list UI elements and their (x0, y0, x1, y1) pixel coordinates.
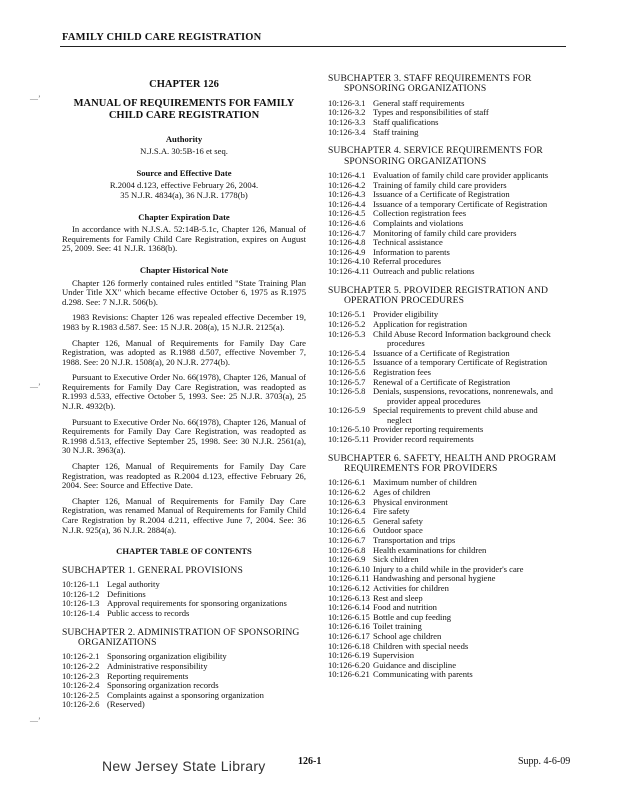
section-number: 10:126-2.4 (62, 680, 100, 691)
section-title-wrap: provider appeal procedures (387, 395, 481, 406)
section-number: 10:126-4.9 (328, 246, 366, 257)
section-number: 10:126-5.7 (328, 376, 366, 387)
chapter-title-line: CHILD CARE REGISTRATION (108, 110, 260, 122)
section-number: 10:126-6.11 (328, 573, 370, 584)
section-title-text: Referral procedures (373, 256, 441, 267)
section-title-text: Issuance of a Certificate of Registration (373, 189, 510, 200)
section-title-text: Provider eligibility (373, 309, 439, 320)
section-title-text: Collection registration fees (373, 208, 467, 219)
toc-entry (328, 330, 566, 349)
toc-entry (62, 700, 306, 710)
section-title-text: General safety (373, 515, 423, 526)
history-paragraph: Chapter 126, Manual of Requirements for Family Day Care Registration, was renamed Manual of Requirements for Family Child Care Registration by R.2004 d.211, effective June 7, 2004. See: 36 N.J.R. 925(a), 36 N.J.R. 2884(a). (62, 495, 306, 535)
section-title-text: Definitions (107, 588, 146, 599)
section-number: 10:126-5.5 (328, 357, 366, 368)
section-number: 10:126-4.3 (328, 189, 366, 200)
subchapter-title (328, 286, 566, 307)
subchapter-3 (328, 74, 566, 137)
section-title-text: Public access to records (107, 607, 190, 618)
section-title-text: Children with special needs (373, 640, 469, 651)
chapter-number: CHAPTER 126 (149, 79, 219, 90)
subchapter-title (328, 74, 566, 95)
section-number: 10:126-6.6 (328, 525, 366, 536)
subchapter-1 (62, 566, 306, 619)
section-number: 10:126-6.15 (328, 611, 370, 622)
section-title (373, 670, 566, 680)
section-number: 10:126-6.20 (328, 659, 370, 670)
section-title-text: Fire safety (373, 506, 410, 517)
section-number: 10:126-1.3 (62, 598, 100, 609)
right-column (328, 74, 566, 689)
chapter-title-line: MANUAL OF REQUIREMENTS FOR FAMILY (73, 97, 295, 109)
section-number: 10:126-6.17 (328, 630, 370, 641)
section-number: 10:126-6.18 (328, 640, 370, 651)
margin-mark: —’ (30, 716, 41, 725)
section-title-text: Toilet training (373, 621, 422, 632)
section-number: 10:126-5.8 (328, 386, 366, 397)
section-number: 10:126-1.2 (62, 588, 100, 599)
section-title (373, 435, 566, 445)
toc-list (328, 310, 566, 444)
subchapter-title-text: SUBCHAPTER 4. SERVICE REQUIREMENTS FOR (328, 145, 543, 157)
section-title-text: Issuance of a temporary Certificate of Registration (373, 198, 548, 209)
subchapter-5 (328, 286, 566, 445)
subchapter-title-cont: SPONSORING ORGANIZATIONS (344, 155, 487, 167)
section-title-text: Training of family child care providers (373, 179, 507, 190)
toc-list (328, 99, 566, 137)
section-number: 10:126-6.7 (328, 535, 366, 546)
section-number: 10:126-6.5 (328, 515, 366, 526)
subchapter-title-cont: SPONSORING ORGANIZATIONS (344, 83, 487, 95)
section-title-text: (Reserved) (107, 699, 145, 710)
section-title-text: Communicating with parents (373, 669, 473, 680)
subchapter-title-text: SUBCHAPTER 2. ADMINISTRATION OF SPONSORING (62, 626, 300, 638)
section-title-text: Transportation and trips (373, 535, 456, 546)
subchapter-title (62, 628, 306, 649)
toc-entry (328, 387, 566, 406)
section-title-text: Information to parents (373, 246, 450, 257)
source-line: R.2004 d.123, effective February 26, 2004. (109, 180, 259, 191)
section-title-text: Complaints and violations (373, 217, 464, 228)
section-number: 10:126-5.10 (328, 424, 370, 435)
subchapter-title-cont: REQUIREMENTS FOR PROVIDERS (344, 463, 498, 475)
section-title-text: Health examinations for children (373, 544, 487, 555)
subchapter-title (328, 146, 566, 167)
running-head: FAMILY CHILD CARE REGISTRATION (62, 32, 262, 43)
subchapter-title-cont: OPERATION PROCEDURES (344, 294, 465, 306)
section-number: 10:126-6.4 (328, 506, 366, 517)
header-rule (60, 46, 566, 47)
section-number: 10:126-6.16 (328, 621, 370, 632)
section-number: 10:126-6.8 (328, 544, 366, 555)
history-paragraph: Chapter 126, Manual of Requirements for Family Day Care Registration, was adopted as R.1988 d.507, effective November 7, 1988. See: 20 N.J.R. 1508(a), 20 N.J.R. 2774(b). (62, 337, 306, 367)
section-number: 10:126-3.2 (328, 107, 366, 118)
section-title-text: Bottle and cup feeding (373, 611, 452, 622)
section-title-text: Staff qualifications (373, 117, 439, 127)
section-title-text: Monitoring of family child care providers (373, 227, 517, 238)
section-title (373, 267, 566, 277)
section-number: 10:126-6.14 (328, 602, 370, 613)
section-title-text: Provider reporting requirements (373, 424, 484, 435)
section-number: 10:126-2.6 (62, 699, 100, 710)
authority-heading: Authority (165, 133, 203, 144)
authority-text: N.J.S.A. 30:5B-16 et seq. (140, 146, 228, 157)
chapter-title (62, 98, 306, 123)
section-title-text: School age children (373, 630, 442, 641)
section-title-text: Legal authority (107, 579, 160, 590)
section-number: 10:126-4.4 (328, 198, 366, 209)
section-number: 10:126-5.2 (328, 318, 366, 329)
section-number: 10:126-4.7 (328, 227, 366, 238)
margin-mark: —’ (30, 94, 41, 103)
toc-list (62, 580, 306, 618)
section-number: 10:126-5.4 (328, 347, 366, 358)
section-number: 10:126-4.6 (328, 217, 366, 228)
margin-mark: —’ (30, 382, 41, 391)
section-number: 10:126-5.1 (328, 309, 366, 320)
subchapter-title-text: SUBCHAPTER 6. SAFETY, HEALTH AND PROGRAM (328, 452, 557, 464)
toc-list (62, 652, 306, 710)
section-number: 10:126-4.11 (328, 265, 370, 276)
toc-entry (328, 406, 566, 425)
section-title (373, 330, 566, 349)
subchapter-title-text: SUBCHAPTER 3. STAFF REQUIREMENTS FOR (328, 73, 532, 84)
section-title-text: Guidance and discipline (373, 659, 457, 670)
history-paragraph: Chapter 126 formerly contained rules entitled "State Training Plan Under Title XX" which became effective October 6, 1975 as R.1975 d.298. See: 7 N.J.R. 506(b). (62, 277, 306, 307)
section-title-text: Staff training (373, 126, 419, 137)
section-number: 10:126-5.9 (328, 405, 366, 416)
section-number: 10:126-4.2 (328, 179, 366, 190)
section-number: 10:126-5.3 (328, 328, 366, 339)
section-number: 10:126-6.3 (328, 496, 366, 507)
section-title-text: Rest and sleep (373, 592, 423, 603)
section-title (373, 128, 566, 138)
toc-list (328, 171, 566, 277)
section-title-text: Child Abuse Record Information background check (373, 328, 551, 339)
history-paragraph: Chapter 126, Manual of Requirements for Family Day Care Registration, was readopted as R.2004 d.123, effective February 26, 2004. See: Source and Effective Date. (62, 461, 306, 491)
section-number: 10:126-3.4 (328, 126, 366, 137)
section-title-text: Application for registration (373, 318, 468, 329)
history-heading: Chapter Historical Note (139, 264, 229, 275)
history-paragraph: Pursuant to Executive Order No. 66(1978), Chapter 126, Manual of Requirements for Family Day Care Registration, was readopted as R.1998 d.513, effective September 25, 1998. See: 30 N.J.R. 2561(a), 30 N.J.R. 3963(a). (62, 416, 306, 456)
section-number: 10:126-6.9 (328, 554, 366, 565)
section-title-text: Issuance of a Certificate of Registration (373, 347, 510, 358)
section-title-text: Ages of children (373, 487, 431, 498)
section-title-text: Complaints against a sponsoring organization (107, 689, 264, 700)
section-number: 10:126-6.12 (328, 583, 370, 593)
section-title-text: Types and responsibilities of staff (373, 107, 489, 118)
section-title-text: Supervision (373, 650, 415, 661)
section-title-text: Maximum number of children (373, 477, 477, 488)
library-stamp: New Jersey State Library (102, 758, 266, 774)
section-title-text: Approval requirements for sponsoring organizations (107, 598, 287, 609)
section-title-text: Denials, suspensions, revocations, nonrenewals, and (373, 386, 553, 397)
section-title (107, 700, 306, 710)
toc-entry (328, 670, 566, 680)
section-number: 10:126-1.4 (62, 607, 100, 618)
section-number: 10:126-3.1 (328, 97, 366, 108)
section-number: 10:126-6.13 (328, 592, 370, 603)
toc-entry (328, 128, 566, 138)
section-number: 10:126-4.1 (328, 170, 366, 180)
supplement-date: Supp. 4-6-09 (518, 756, 571, 767)
section-title-text: Food and nutrition (373, 602, 437, 613)
section-title-text: Administrative responsibility (107, 660, 208, 671)
section-number: 10:126-2.3 (62, 670, 100, 681)
section-title-text: Technical assistance (373, 237, 443, 248)
section-title-text: Sponsoring organization eligibility (107, 651, 227, 662)
history-paragraph: 1983 Revisions: Chapter 126 was repealed effective December 19, 1983 by R.1983 d.587. See: 15 N.J.R. 208(a), 15 N.J.R. 2125(a). (62, 312, 306, 332)
history-paragraph: Pursuant to Executive Order No. 66(1978), Chapter 126, Manual of Requirements for Family Day Care Registration, was readopted as R.1993 d.533, effective October 5, 1993. See: 25 N.J.R. 3703(a), 25 N.J.R. 4932(b). (62, 372, 306, 412)
section-title-text: Sick children (373, 554, 419, 565)
section-title-text: Renewal of a Certificate of Registration (373, 376, 511, 387)
source-heading: Source and Effective Date (136, 167, 232, 178)
section-title-text: Outreach and public relations (373, 265, 475, 276)
source-line: 35 N.J.R. 4834(a), 36 N.J.R. 1778(b) (120, 189, 248, 200)
section-number: 10:126-6.1 (328, 477, 366, 488)
subchapter-title-cont: ORGANIZATIONS (78, 636, 157, 648)
section-title-text: Issuance of a temporary Certificate of Registration (373, 357, 548, 368)
section-number: 10:126-4.8 (328, 237, 366, 248)
subchapter-title (328, 454, 566, 475)
section-title (107, 609, 306, 619)
section-title-text: Provider record requirements (373, 434, 474, 445)
subchapter-4 (328, 146, 566, 276)
section-title-text: Registration fees (373, 366, 431, 377)
section-title-wrap: neglect (387, 414, 412, 425)
section-title-text: General staff requirements (373, 97, 465, 108)
toc-entry (328, 267, 566, 277)
section-number: 10:126-2.2 (62, 660, 100, 671)
section-number: 10:126-6.2 (328, 487, 366, 498)
section-title-text: Outdoor space (373, 525, 423, 536)
section-number: 10:126-3.3 (328, 117, 366, 127)
section-number: 10:126-6.10 (328, 563, 370, 574)
subchapter-2 (62, 628, 306, 710)
section-title (373, 406, 566, 425)
toc-entry (328, 435, 566, 445)
subchapter-title-text: SUBCHAPTER 5. PROVIDER REGISTRATION AND (328, 284, 549, 296)
section-number: 10:126-4.5 (328, 208, 366, 219)
toc-heading: CHAPTER TABLE OF CONTENTS (116, 546, 252, 557)
section-number: 10:126-5.6 (328, 366, 366, 377)
toc-list (328, 478, 566, 679)
section-number: 10:126-2.1 (62, 651, 100, 662)
left-column (62, 74, 306, 719)
section-title-text: Injury to a child while in the provider's care (373, 563, 524, 574)
section-title-wrap: procedures (387, 338, 425, 349)
section-title-text: Handwashing and personal hygiene (373, 573, 496, 584)
section-number: 10:126-5.11 (328, 434, 370, 445)
subchapter-title-text: SUBCHAPTER 1. GENERAL PROVISIONS (62, 564, 243, 576)
section-number: 10:126-2.5 (62, 689, 100, 700)
section-title-text: Activities for children (373, 583, 449, 593)
section-title-text: Reporting requirements (107, 670, 189, 681)
section-title-text: Physical environment (373, 496, 448, 507)
section-title (373, 387, 566, 406)
expiration-text: In accordance with N.J.S.A. 52:14B-5.1c, Chapter 126, Manual of Requirements for Family Child Care Registration, expires on August 25, 2009. See: 41 N.J.R. 1368(b). (62, 224, 306, 254)
section-title-text: Evaluation of family child care provider applicants (373, 170, 549, 180)
section-title-text: Special requirements to prevent child abuse and (373, 405, 538, 416)
subchapter-6 (328, 454, 566, 680)
section-title-text: Sponsoring organization records (107, 680, 219, 691)
toc-entry (62, 609, 306, 619)
section-number: 10:126-4.10 (328, 256, 370, 267)
expiration-heading: Chapter Expiration Date (138, 211, 230, 222)
page-number: 126-1 (298, 756, 322, 767)
section-number: 10:126-6.19 (328, 650, 370, 661)
section-number: 10:126-6.21 (328, 669, 370, 680)
section-number: 10:126-1.1 (62, 579, 100, 590)
subchapter-title (62, 566, 306, 576)
